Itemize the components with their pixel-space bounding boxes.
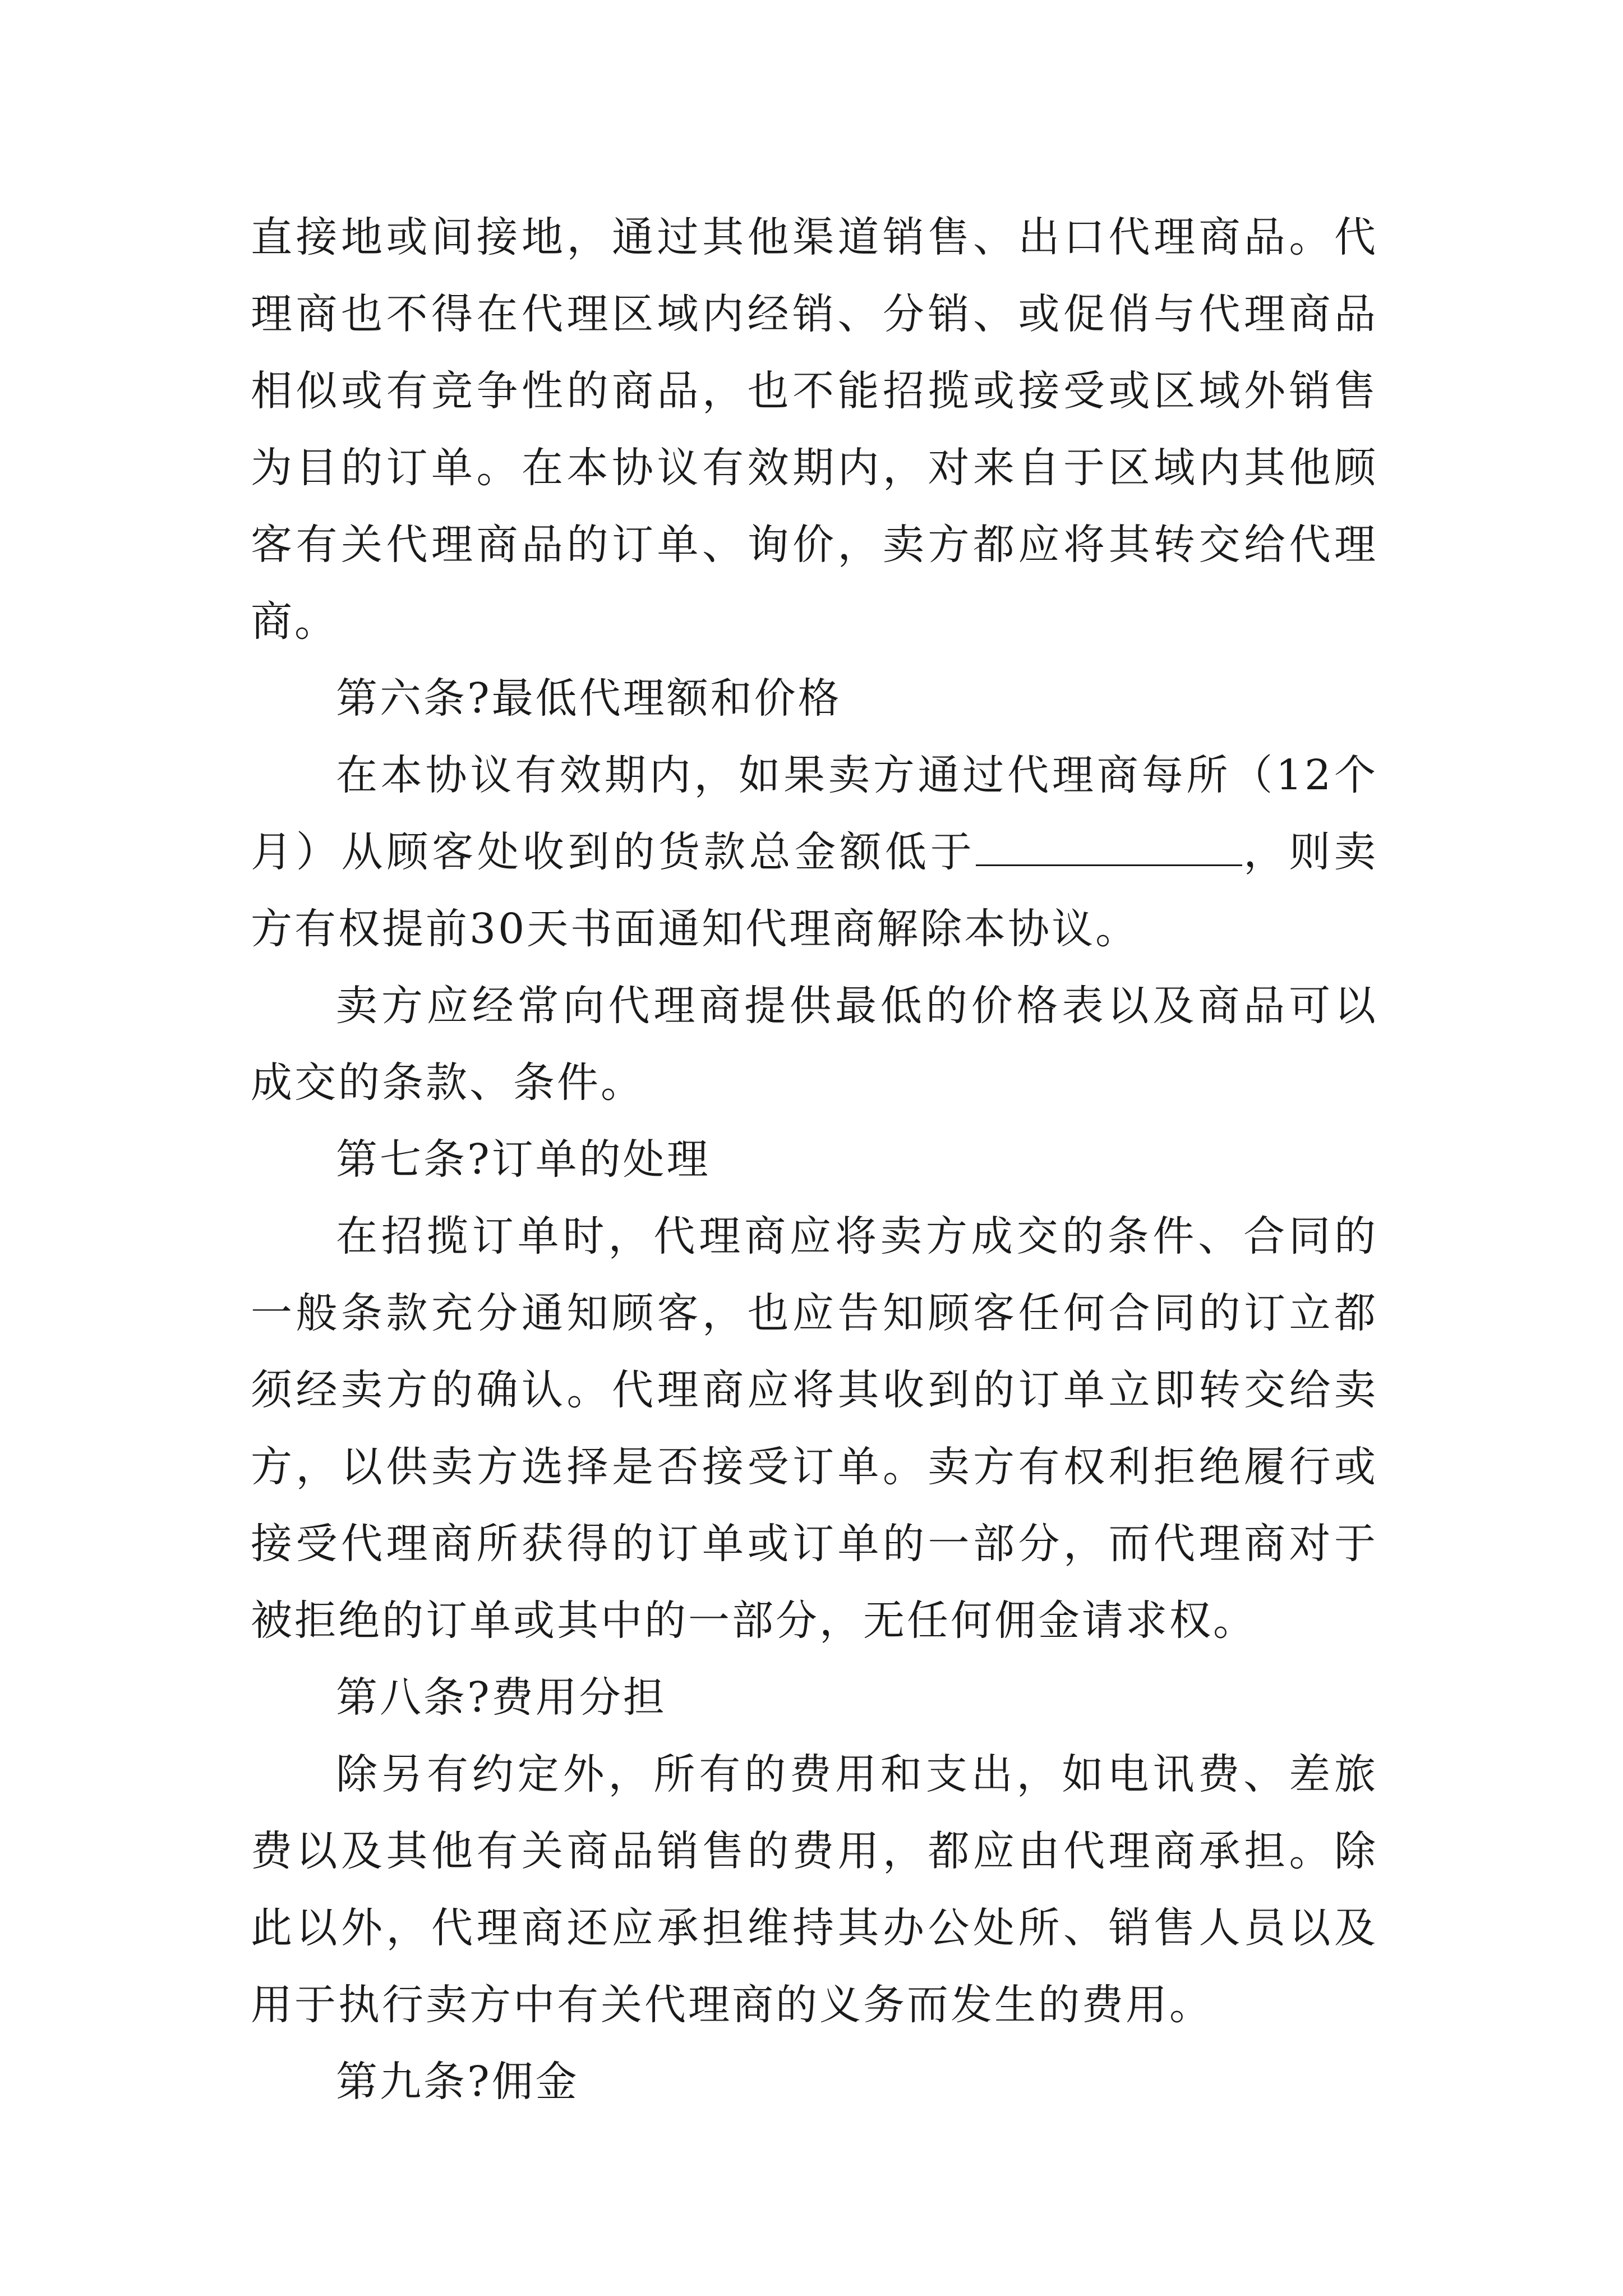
article-6-paragraph-1: [251, 737, 1378, 968]
article-7-heading: 第七条?订单的处理: [336, 1135, 711, 1184]
article-6-text-after-blank: ，则卖方有权提前30天书面通知代理商解除本协议。: [251, 828, 1378, 953]
document-body: [251, 199, 1378, 2120]
article-9-heading: 第九条?佣金: [336, 2058, 579, 2106]
fill-in-blank: [976, 831, 1242, 866]
paragraph-continuation: 直接地或间接地，通过其他渠道销售、出口代理商品。代理商也不得在代理区域内经销、分销、或促俏与代理商品相似或有竞争性的商品，也不能招揽或接受或区域外销售为目的订单。在本协议有效期内，对来自于区域内其他顾客有关代理商品的订单、询价，卖方都应将其转交给代理商。: [251, 213, 1378, 646]
article-8-heading: 第八条?费用分担: [336, 1673, 667, 1722]
article-6-heading: 第六条?最低代理额和价格: [336, 674, 842, 723]
article-6-text-before-blank: 在本协议有效期内，如果卖方通过代理商每所（12个月）从顾客处收到的货款总金额低于: [251, 751, 1378, 876]
article-6-paragraph-2: 卖方应经常向代理商提供最低的价格表以及商品可以成交的条款、条件。: [251, 982, 1378, 1107]
article-8-paragraph-1: 除另有约定外，所有的费用和支出，如电讯费、差旅费以及其他有关商品销售的费用，都应由代理商承担。除此以外，代理商还应承担维持其办公处所、销售人员以及用于执行卖方中有关代理商的义务而发生的费用。: [251, 1750, 1378, 2029]
article-7-paragraph-1: 在招揽订单时，代理商应将卖方成交的条件、合同的一般条款充分通知顾客，也应告知顾客任何合同的订立都须经卖方的确认。代理商应将其收到的订单立即转交给卖方，以供卖方选择是否接受订单。卖方有权利拒绝履行或接受代理商所获得的订单或订单的一部分，而代理商对于被拒绝的订单或其中的一部分，无任何佣金请求权。: [251, 1212, 1378, 1645]
